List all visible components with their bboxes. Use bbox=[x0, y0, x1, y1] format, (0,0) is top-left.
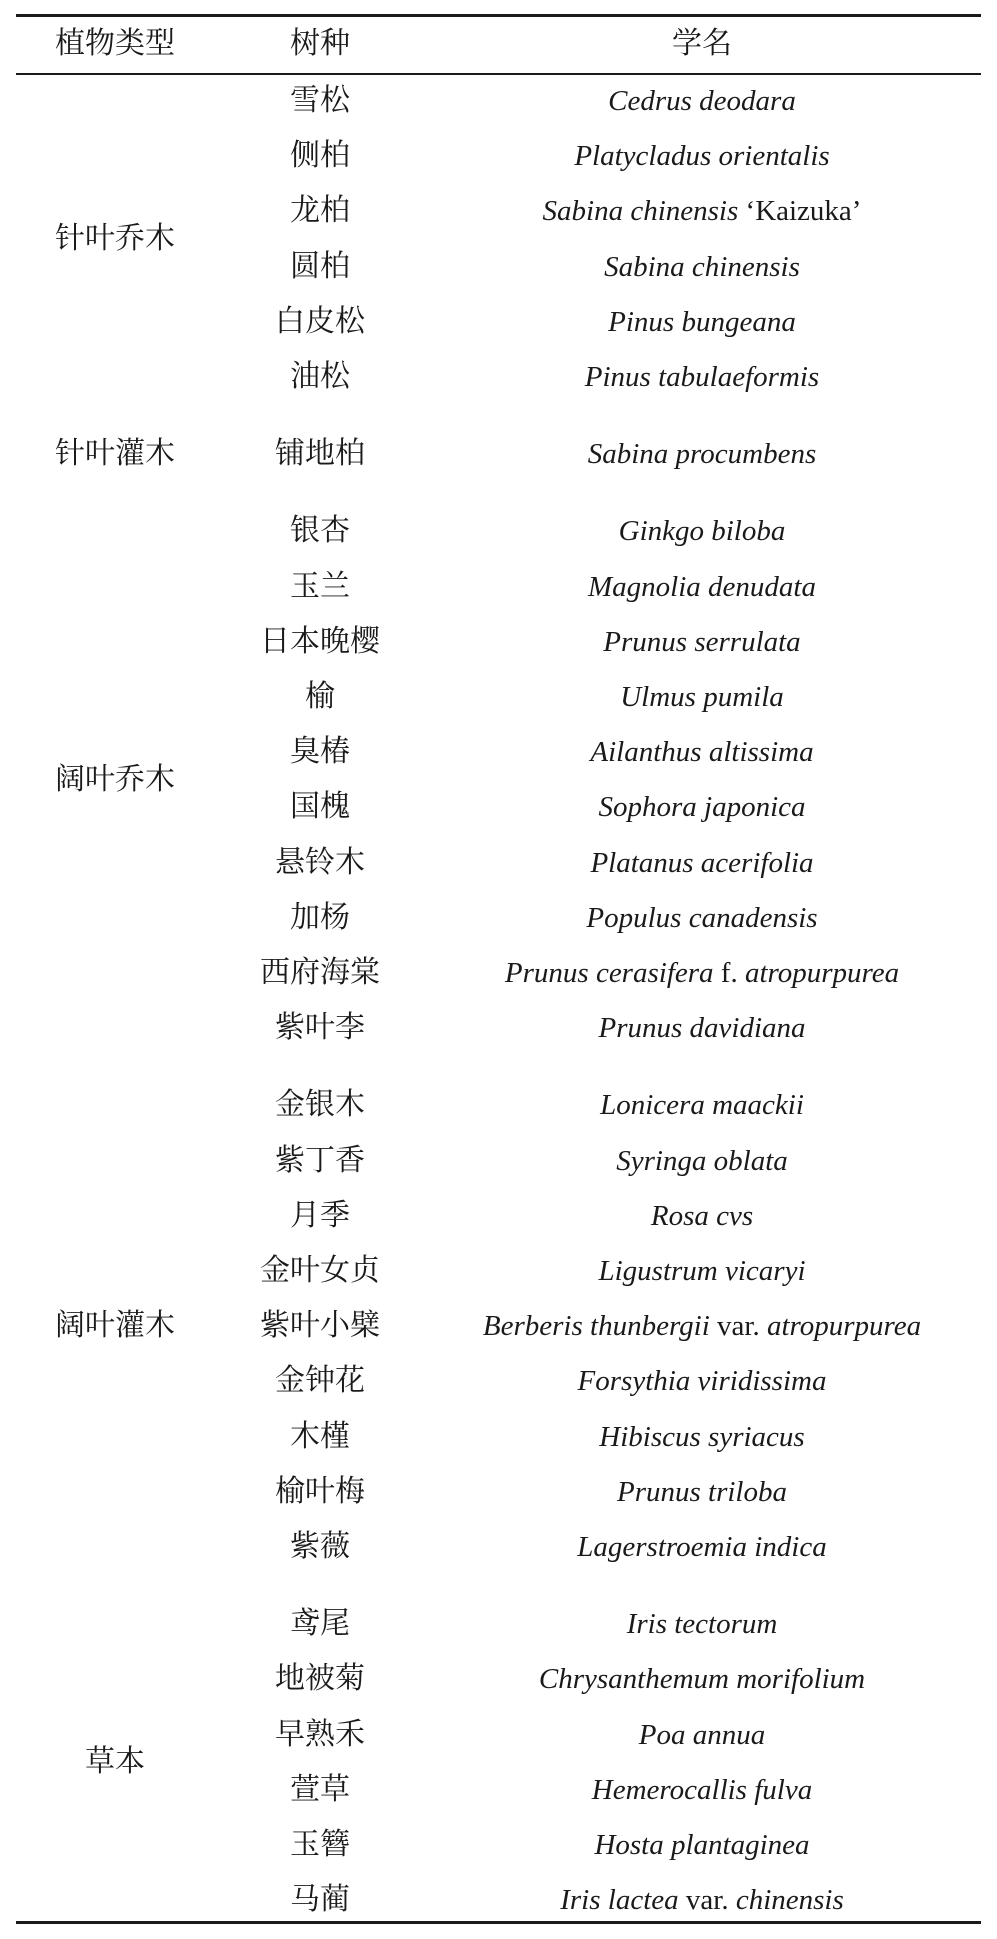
scientific-name-cell: Populus canadensis bbox=[586, 901, 818, 934]
species-cell: 玉兰 bbox=[290, 568, 350, 604]
species-cell: 紫薇 bbox=[290, 1529, 350, 1564]
scientific-name-cell: Lagerstroemia indica bbox=[577, 1531, 827, 1563]
species-cell: 龙柏 bbox=[290, 193, 350, 229]
scientific-name-cell: Pinus bungeana bbox=[608, 305, 796, 338]
plant-type-cell: 阔叶乔木 bbox=[55, 761, 175, 797]
species-cell: 榆 bbox=[305, 679, 335, 714]
species-cell: 月季 bbox=[290, 1197, 350, 1233]
plant-type-cell: 阔叶灌木 bbox=[55, 1308, 175, 1344]
species-cell: 圆柏 bbox=[290, 248, 350, 284]
scientific-name-cell: Hosta plantaginea bbox=[594, 1829, 810, 1861]
species-cell: 西府海棠 bbox=[260, 955, 380, 990]
scientific-name-cell: Sophora japonica bbox=[598, 791, 806, 824]
species-cell: 紫叶李 bbox=[275, 1010, 365, 1046]
scientific-name-cell: Ulmus pumila bbox=[620, 681, 784, 713]
scientific-name-cell: Rosa cvs bbox=[650, 1199, 754, 1232]
scientific-name-cell: Magnolia denudata bbox=[588, 570, 816, 603]
plant-type-cell: 草本 bbox=[85, 1744, 145, 1780]
scientific-name-cell: Forsythia viridissima bbox=[577, 1365, 827, 1398]
scientific-name-cell: Prunus serrulata bbox=[603, 625, 801, 658]
scientific-name-cell: Iris lactea var. chinensis bbox=[560, 1884, 844, 1917]
scientific-name-cell: Sabina procumbens bbox=[587, 438, 817, 471]
species-cell: 马蔺 bbox=[290, 1882, 350, 1918]
top-rule bbox=[16, 14, 981, 17]
species-cell: 鸢尾 bbox=[290, 1606, 350, 1642]
species-cell: 金叶女贞 bbox=[260, 1253, 380, 1288]
species-cell: 侧柏 bbox=[290, 138, 350, 174]
header-scientific-name: 学名 bbox=[672, 26, 732, 61]
header-plant-type: 植物类型 bbox=[55, 26, 175, 61]
species-cell: 国槐 bbox=[290, 789, 350, 825]
species-cell: 玉簪 bbox=[290, 1827, 350, 1862]
species-cell: 木槿 bbox=[290, 1418, 350, 1454]
species-cell: 白皮松 bbox=[275, 303, 365, 339]
species-cell: 银杏 bbox=[290, 513, 350, 549]
scientific-name-cell: Pinus tabulaeformis bbox=[584, 361, 820, 393]
species-cell: 雪松 bbox=[290, 83, 350, 118]
species-cell: 金钟花 bbox=[275, 1363, 365, 1399]
species-cell: 紫叶小檗 bbox=[260, 1308, 380, 1344]
scientific-name-cell: Platycladus orientalis bbox=[574, 140, 830, 173]
scientific-name-cell: Lonicera maackii bbox=[600, 1089, 804, 1122]
scientific-name-cell: Ligustrum vicaryi bbox=[598, 1255, 806, 1287]
scientific-name-cell: Sabina chinensis ‘Kaizuka’ bbox=[542, 195, 862, 228]
plant-type-cell: 针叶乔木 bbox=[55, 221, 175, 256]
bottom-rule bbox=[16, 1921, 981, 1924]
species-cell: 紫丁香 bbox=[275, 1142, 365, 1178]
scientific-name-cell: Berberis thunbergii var. atropurpurea bbox=[482, 1310, 922, 1343]
plant-type-cell: 针叶灌木 bbox=[55, 436, 175, 472]
species-cell: 日本晚樱 bbox=[260, 623, 380, 659]
scientific-name-cell: Ailanthus altissima bbox=[590, 736, 814, 769]
species-cell: 早熟禾 bbox=[275, 1716, 365, 1752]
scientific-name-cell: Cedrus deodara bbox=[608, 85, 796, 117]
scientific-name-cell: Syringa oblata bbox=[616, 1144, 788, 1177]
species-cell: 榆叶梅 bbox=[275, 1473, 365, 1509]
scientific-name-cell: Hemerocallis fulva bbox=[591, 1773, 813, 1806]
species-cell: 臭椿 bbox=[290, 734, 350, 770]
species-cell: 加杨 bbox=[290, 899, 350, 935]
scientific-name-cell: Iris tectorum bbox=[626, 1608, 778, 1641]
scientific-name-cell: Chrysanthemum morifolium bbox=[538, 1663, 866, 1696]
scientific-name-cell: Sabina chinensis bbox=[604, 250, 800, 283]
species-cell: 萱草 bbox=[290, 1771, 350, 1807]
species-cell: 悬铃木 bbox=[275, 844, 365, 880]
species-cell: 油松 bbox=[290, 359, 350, 394]
species-cell: 金银木 bbox=[275, 1087, 365, 1123]
scientific-name-cell: Prunus cerasifera f. atropurpurea bbox=[504, 957, 900, 989]
header-species: 树种 bbox=[290, 26, 350, 61]
scientific-name-cell: Poa annua bbox=[638, 1718, 766, 1751]
scientific-name-cell: Ginkgo biloba bbox=[618, 515, 786, 548]
scientific-name-cell: Platanus acerifolia bbox=[590, 846, 814, 879]
scientific-name-cell: Prunus triloba bbox=[617, 1475, 787, 1508]
scientific-name-cell: Prunus davidiana bbox=[598, 1012, 806, 1045]
species-cell: 地被菊 bbox=[275, 1661, 365, 1697]
header-rule bbox=[16, 73, 981, 75]
species-cell: 铺地柏 bbox=[275, 436, 365, 472]
scientific-name-cell: Hibiscus syriacus bbox=[599, 1420, 805, 1453]
